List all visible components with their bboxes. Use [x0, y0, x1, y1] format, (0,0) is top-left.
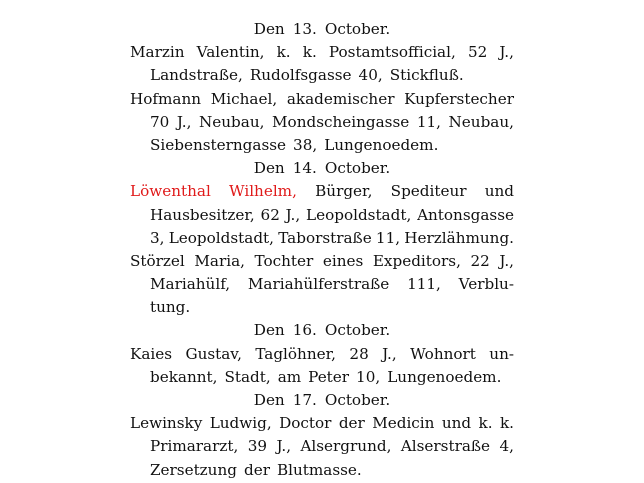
- word: Stadt,: [224, 367, 271, 386]
- word: Doctor: [279, 414, 332, 433]
- word: Valentin,: [196, 43, 265, 62]
- entry-line: [130, 227, 514, 250]
- word: 11,: [375, 228, 401, 247]
- word: am: [277, 367, 302, 386]
- word: Spediteur: [390, 182, 467, 201]
- word: und: [441, 414, 472, 433]
- word: 38,: [293, 135, 318, 154]
- word: der: [243, 460, 270, 479]
- word: Hausbesitzer,: [150, 205, 255, 224]
- word: J.,: [382, 344, 397, 363]
- word: October.: [324, 20, 391, 38]
- word: der: [338, 414, 365, 433]
- word: Siebensterngasse: [150, 135, 287, 154]
- word: 28: [349, 344, 369, 363]
- entry-line: [130, 64, 514, 87]
- word: Wohnort: [410, 344, 476, 363]
- word: und: [484, 182, 514, 201]
- word: Herzlähmung.: [404, 228, 514, 247]
- word: Medicin: [372, 414, 435, 433]
- entry-line: [130, 435, 514, 458]
- word: 52: [467, 43, 488, 62]
- date-heading: [130, 389, 514, 412]
- word: Mariahülf,: [150, 275, 231, 294]
- word: J.,: [499, 251, 514, 270]
- word: Blutmasse.: [276, 460, 362, 479]
- word: k.: [478, 414, 493, 433]
- word: Maria,: [194, 251, 245, 270]
- entry-line: [130, 41, 514, 64]
- word: tung.: [150, 298, 191, 317]
- word: Verblu-: [458, 275, 514, 294]
- word: Michael,: [210, 89, 278, 108]
- entry-line: [130, 204, 514, 227]
- entry-line: [130, 250, 514, 273]
- word: 10,: [356, 367, 381, 386]
- word: Expeditors,: [372, 251, 461, 270]
- word: October.: [324, 391, 391, 409]
- word: J.,: [499, 43, 514, 62]
- word: 13.: [292, 20, 317, 38]
- word: Mondscheingasse: [272, 112, 410, 131]
- word: Lewinsky: [130, 414, 203, 433]
- entry-line: [130, 134, 514, 157]
- entry-line: [130, 88, 514, 111]
- entry-line: [130, 366, 514, 389]
- word: Zersetzung: [150, 460, 237, 479]
- word: Leopoldstadt,: [306, 205, 412, 224]
- word: Wilhelm,: [229, 182, 297, 201]
- word: Den: [253, 391, 285, 409]
- word: J.,: [176, 112, 192, 131]
- word: 62: [260, 205, 280, 224]
- word: k.: [302, 43, 317, 62]
- word: J.,: [276, 437, 292, 456]
- word: Kaies: [130, 344, 173, 363]
- entry-line: [130, 459, 514, 482]
- word: Den: [253, 20, 285, 38]
- word: Postamtsofficial,: [328, 43, 456, 62]
- word: k.: [276, 43, 291, 62]
- word: eines: [322, 251, 364, 270]
- word: Ludwig,: [209, 414, 272, 433]
- word: October.: [324, 321, 391, 340]
- word: October.: [324, 159, 391, 178]
- word: 22: [470, 251, 490, 270]
- word: Taglöhner,: [255, 344, 337, 363]
- entry-line: [130, 180, 514, 203]
- word: un-: [489, 344, 514, 363]
- word: Tochter: [254, 251, 314, 270]
- word: Taborstraße: [278, 228, 372, 247]
- word: 3,: [150, 228, 165, 247]
- word: Leopoldstadt,: [168, 228, 274, 247]
- word: 11,: [416, 112, 441, 131]
- word: Landstraße,: [150, 66, 243, 85]
- word: Peter: [308, 367, 350, 386]
- word: Den: [253, 159, 285, 178]
- word: Rudolfsgasse: [249, 66, 352, 85]
- word: 40,: [358, 66, 383, 85]
- entry-line: [130, 296, 514, 319]
- word: Bürger,: [315, 182, 373, 201]
- word: Stickfluß.: [389, 66, 464, 85]
- entry-line: [130, 273, 514, 296]
- word: bekannt,: [150, 367, 218, 386]
- entry-line: [130, 111, 514, 134]
- word: 17.: [292, 391, 317, 409]
- word: Neubau,: [448, 112, 514, 131]
- word: Löwenthal: [130, 182, 211, 201]
- word: Kupferstecher: [404, 89, 514, 108]
- word: Primararzt,: [150, 437, 239, 456]
- word: Hofmann: [130, 89, 202, 108]
- word: Marzin: [130, 43, 185, 62]
- word: 39: [247, 437, 268, 456]
- date-heading: [130, 319, 514, 342]
- word: Mariahülferstraße: [247, 275, 390, 294]
- word: Lungenoedem.: [324, 135, 439, 154]
- word: Den: [253, 321, 285, 340]
- word: akademischer: [286, 89, 395, 108]
- word: 111,: [407, 275, 441, 294]
- word: 70: [150, 112, 170, 131]
- word: Alserstraße: [400, 437, 491, 456]
- word: k.: [499, 414, 514, 433]
- word: Alsergrund,: [300, 437, 392, 456]
- word: 14.: [292, 159, 317, 178]
- word: Gustav,: [185, 344, 242, 363]
- word: Antonsgasse: [417, 205, 514, 224]
- word: 16.: [292, 321, 317, 340]
- word: Lungenoedem.: [387, 367, 502, 386]
- entry-line: [130, 412, 514, 435]
- word: J.,: [285, 205, 301, 224]
- date-heading: [130, 157, 514, 180]
- word: Neubau,: [199, 112, 265, 131]
- word: 4,: [499, 437, 514, 456]
- date-heading: [130, 18, 514, 41]
- entry-line: [130, 343, 514, 366]
- word: Störzel: [130, 251, 185, 270]
- death-register-column: [130, 18, 514, 482]
